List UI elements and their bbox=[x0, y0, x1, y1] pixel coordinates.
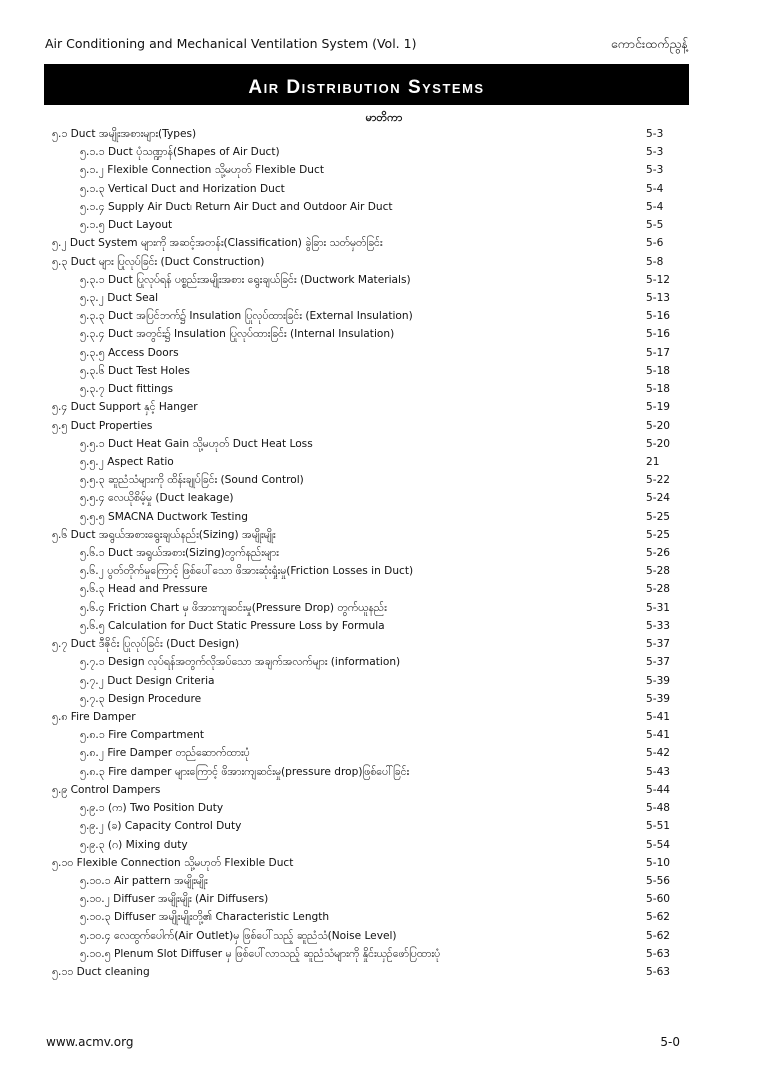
toc-entry[interactable] bbox=[0, 908, 768, 926]
toc-entry[interactable] bbox=[0, 562, 768, 580]
toc-entry-title: ၅.၈.၁ Fire Compartment bbox=[80, 729, 204, 742]
toc-entry[interactable] bbox=[0, 672, 768, 690]
toc-entry[interactable] bbox=[0, 325, 768, 343]
contents-heading: မာတိကာ bbox=[365, 111, 403, 124]
toc-entry-title: ၅.၂ Duct System များကို အဆင့်အတန်း(Classification) ခွဲခြား သတ်မှတ်ခြင်း bbox=[52, 237, 383, 250]
toc-entry-title: ၅.၃.၅ Access Doors bbox=[80, 346, 179, 359]
toc-entry-title: ၅.၅.၂ Aspect Ratio bbox=[80, 455, 174, 468]
toc-entry[interactable] bbox=[0, 890, 768, 908]
toc-entry-page: 5-8 bbox=[646, 255, 664, 268]
toc-entry-title: ၅.၇ Duct ဒီဇိုင်း ပြုလုပ်ခြင်း (Duct Design) bbox=[52, 638, 240, 651]
toc-entry-page: 5-37 bbox=[646, 638, 671, 651]
toc-entry[interactable] bbox=[0, 781, 768, 799]
toc-entry-title: ၅.၁.၂ Flexible Connection သို့မဟုတ် Flexible Duct bbox=[80, 164, 324, 177]
toc-entry-page: 5-25 bbox=[646, 510, 671, 523]
toc-entry-page: 5-4 bbox=[646, 200, 664, 213]
toc-entry-title: ၅.၈ Fire Damper bbox=[52, 711, 136, 723]
toc-entry-title: ၅.၉.၁ (က) Two Position Duty bbox=[80, 802, 224, 815]
toc-entry[interactable] bbox=[0, 271, 768, 289]
toc-entry-page: 5-63 bbox=[646, 966, 671, 979]
toc-entry[interactable] bbox=[0, 508, 768, 526]
toc-entry-title: ၅.၁.၁ Duct ပုံသဏ္ဍာန်(Shapes of Air Duct) bbox=[80, 146, 280, 159]
page-header bbox=[45, 36, 688, 55]
toc-entry-title: ၅.၁၀.၄ လေထွက်ပေါက်(Air Outlet)မှ ဖြစ်ပေါ်သည့် ဆူညံသံ(Noise Level) bbox=[80, 929, 397, 942]
toc-entry[interactable] bbox=[0, 544, 768, 562]
toc-entry-title: ၅.၅.၅ SMACNA Ductwork Testing bbox=[80, 510, 248, 523]
toc-entry[interactable] bbox=[0, 708, 768, 726]
toc-entry-page: 5-6 bbox=[646, 237, 664, 250]
toc-entry-page: 5-5 bbox=[646, 219, 664, 232]
toc-entry[interactable] bbox=[0, 398, 768, 416]
toc-entry-page: 5-16 bbox=[646, 310, 671, 323]
toc-entry-title: ၅.၅ Duct Properties bbox=[52, 419, 153, 432]
toc-entry-page: 5-56 bbox=[646, 874, 671, 887]
toc-entry[interactable] bbox=[0, 799, 768, 817]
toc-entry[interactable] bbox=[0, 125, 768, 143]
toc-entry-page: 5-24 bbox=[646, 492, 671, 505]
toc-entry-title: ၅.၅.၁ Duct Heat Gain သို့မဟုတ် Duct Heat Loss bbox=[80, 437, 313, 450]
toc-entry[interactable] bbox=[0, 963, 768, 981]
toc-entry-page: 5-41 bbox=[646, 711, 671, 723]
header-author: ကောင်းထက်ညွန့် bbox=[610, 36, 688, 51]
toc-entry-title: ၅.၁၀.၃ Diffuser အမျိုးမျိုးတို့၏ Characteristic Length bbox=[80, 911, 330, 924]
toc-entry[interactable] bbox=[0, 380, 768, 398]
toc-entry-page: 5-62 bbox=[646, 929, 671, 942]
toc-entry-page: 5-17 bbox=[646, 346, 671, 359]
toc-entry-title: ၅.၁၀.၂ Diffuser အမျိုးမျိုး (Air Diffusers) bbox=[80, 893, 269, 906]
toc-entry-page: 5-42 bbox=[646, 747, 671, 760]
toc-entry-page: 5-20 bbox=[646, 419, 671, 432]
toc-entry[interactable] bbox=[0, 289, 768, 307]
toc-entry-page: 5-26 bbox=[646, 547, 671, 560]
header-book-title: Air Conditioning and Mechanical Ventilation System (Vol. 1) bbox=[45, 36, 417, 51]
toc-entry-title: ၅.၅.၄ လေယိုစိမ့်မှု (Duct leakage) bbox=[80, 492, 234, 505]
toc-entry[interactable] bbox=[0, 471, 768, 489]
toc-entry[interactable] bbox=[0, 836, 768, 854]
toc-entry[interactable] bbox=[0, 143, 768, 161]
toc-entry-page: 5-60 bbox=[646, 893, 671, 906]
toc-entry[interactable] bbox=[0, 180, 768, 198]
toc-entry-title: ၅.၆.၁ Duct အရွယ်အစား(Sizing)တွက်နည်းများ bbox=[80, 547, 279, 560]
toc-entry-title: ၅.၁၁ Duct cleaning bbox=[52, 966, 150, 979]
page-footer bbox=[46, 1035, 680, 1049]
toc-entry-page: 5-16 bbox=[646, 328, 671, 341]
toc-entry[interactable] bbox=[0, 927, 768, 945]
toc-entry-page: 5-39 bbox=[646, 692, 671, 705]
toc-entry-title: ၅.၁၀ Flexible Connection သို့မဟုတ် Flexible Duct bbox=[52, 856, 294, 869]
toc-entry-page: 5-43 bbox=[646, 765, 671, 778]
toc-entry[interactable] bbox=[0, 198, 768, 216]
toc-entry[interactable] bbox=[0, 580, 768, 598]
toc-entry-page: 5-18 bbox=[646, 364, 671, 377]
chapter-title-banner bbox=[44, 64, 689, 105]
toc-entry[interactable] bbox=[0, 635, 768, 653]
toc-entry-title: ၅.၆.၅ Calculation for Duct Static Pressure Loss by Formula bbox=[80, 619, 385, 632]
toc-entry-page: 5-25 bbox=[646, 528, 671, 541]
toc-entry-page: 5-4 bbox=[646, 182, 664, 195]
toc-entry[interactable] bbox=[0, 216, 768, 234]
toc-entry[interactable] bbox=[0, 945, 768, 963]
toc-entry-title: ၅.၈.၃ Fire damper များကြောင့် ဖိအားကျဆင်းမှု(pressure drop)ဖြစ်ပေါ်ခြင်း bbox=[80, 765, 410, 778]
toc-entry-page: 5-18 bbox=[646, 383, 671, 396]
toc-entry-title: ၅.၁ Duct အမျိုးအစားများ(Types) bbox=[52, 128, 197, 140]
toc-entry-title: ၅.၅.၃ ဆူညံသံများကို ထိန်းချုပ်ခြင်း (Sound Control) bbox=[80, 474, 304, 487]
toc-entry-page: 5-33 bbox=[646, 619, 671, 632]
toc-entry-page: 5-28 bbox=[646, 583, 671, 596]
toc-entry-page: 5-3 bbox=[646, 146, 664, 159]
toc-entry[interactable] bbox=[0, 161, 768, 179]
toc-entry-page: 5-20 bbox=[646, 437, 671, 450]
toc-entry-title: ၅.၁၀.၁ Air pattern အမျိုးမျိုး bbox=[80, 874, 208, 887]
toc-entry[interactable] bbox=[0, 489, 768, 507]
toc-entry-page: 5-3 bbox=[646, 164, 664, 177]
toc-entry-title: ၅.၉ Control Dampers bbox=[52, 783, 161, 796]
table-of-contents bbox=[0, 125, 768, 981]
toc-entry-page: 5-39 bbox=[646, 674, 671, 687]
toc-entry-title: ၅.၁.၅ Duct Layout bbox=[80, 219, 173, 232]
chapter-title: Air Distribution Systems bbox=[248, 77, 485, 98]
toc-entry-page: 5-22 bbox=[646, 474, 671, 487]
toc-entry-page: 5-3 bbox=[646, 128, 664, 140]
toc-entry[interactable] bbox=[0, 362, 768, 380]
toc-entry[interactable] bbox=[0, 234, 768, 252]
toc-entry-page: 5-37 bbox=[646, 656, 671, 669]
toc-entry[interactable] bbox=[0, 344, 768, 362]
toc-entry-page: 21 bbox=[646, 455, 660, 468]
toc-entry-title: ၅.၃.၃ Duct အပြင်ဘက်၌ Insulation ပြုလုပ်ထားခြင်း (External Insulation) bbox=[80, 310, 413, 323]
toc-entry-title: ၅.၄ Duct Support နှင့် Hanger bbox=[52, 401, 198, 414]
toc-entry-title: ၅.၁၀.၅ Plenum Slot Diffuser မှ ဖြစ်ပေါ်လာသည့် ဆူညံသံများကို နှိုင်းယှဉ်ဖော်ပြထားပုံ bbox=[80, 947, 441, 960]
toc-entry-title: ၅.၃ Duct များ ပြုလုပ်ခြင်း (Duct Construction) bbox=[52, 255, 265, 268]
toc-entry-title: ၅.၃.၂ Duct Seal bbox=[80, 291, 159, 304]
toc-entry-page: 5-44 bbox=[646, 783, 671, 796]
toc-entry[interactable] bbox=[0, 526, 768, 544]
toc-entry[interactable] bbox=[0, 307, 768, 325]
toc-entry[interactable] bbox=[0, 253, 768, 271]
toc-entry[interactable] bbox=[0, 726, 768, 744]
footer-website: www.acmv.org bbox=[46, 1035, 134, 1049]
toc-entry-title: ၅.၁.၃ Vertical Duct and Horization Duct bbox=[80, 182, 285, 195]
toc-entry[interactable] bbox=[0, 417, 768, 435]
toc-entry-page: 5-10 bbox=[646, 856, 671, 869]
toc-entry[interactable] bbox=[0, 617, 768, 635]
toc-entry-page: 5-41 bbox=[646, 729, 671, 742]
toc-entry[interactable] bbox=[0, 854, 768, 872]
toc-entry[interactable] bbox=[0, 872, 768, 890]
toc-entry[interactable] bbox=[0, 435, 768, 453]
toc-entry-page: 5-28 bbox=[646, 565, 671, 578]
toc-entry-page: 5-19 bbox=[646, 401, 671, 414]
toc-entry-page: 5-62 bbox=[646, 911, 671, 924]
toc-entry-title: ၅.၉.၃ (ဂ) Mixing duty bbox=[80, 838, 188, 851]
toc-entry[interactable] bbox=[0, 453, 768, 471]
toc-entry-title: ၅.၃.၄ Duct အတွင်း၌ Insulation ပြုလုပ်ထားခြင်း (Internal Insulation) bbox=[80, 328, 395, 341]
toc-entry-page: 5-13 bbox=[646, 291, 671, 304]
toc-entry[interactable] bbox=[0, 763, 768, 781]
toc-entry-title: ၅.၇.၃ Design Procedure bbox=[80, 692, 202, 705]
toc-entry-title: ၅.၃.၁ Duct ပြုလုပ်ရန် ပစ္စည်းအမျိုးအစား ရွေးချယ်ခြင်း (Ductwork Materials) bbox=[80, 273, 411, 286]
toc-entry-title: ၅.၉.၂ (ခ) Capacity Control Duty bbox=[80, 820, 242, 833]
footer-page-number: 5-0 bbox=[660, 1035, 680, 1049]
toc-entry[interactable] bbox=[0, 690, 768, 708]
toc-entry-title: ၅.၆ Duct အရွယ်အစားရွေးချယ်နည်း(Sizing) အမျိုးမျိုး bbox=[52, 528, 276, 541]
toc-entry-title: ၅.၁.၄ Supply Air Duct၊ Return Air Duct and Outdoor Air Duct bbox=[80, 200, 393, 213]
toc-entry-title: ၅.၆.၂ ပွတ်တိုက်မှုကြောင့် ဖြစ်ပေါ်သော ဖိအားဆုံးရှုံးမှု(Friction Losses in Duct) bbox=[80, 565, 414, 578]
toc-entry-title: ၅.၇.၁ Design လုပ်ရန်အတွက်လိုအပ်သော အချက်အလက်များ (information) bbox=[80, 656, 401, 669]
toc-entry-title: ၅.၃.၇ Duct fittings bbox=[80, 383, 174, 396]
toc-entry[interactable] bbox=[0, 599, 768, 617]
toc-entry-title: ၅.၆.၄ Friction Chart မှ ဖိအားကျဆင်းမှု(Pressure Drop) တွက်ယူနည်း bbox=[80, 601, 387, 614]
toc-entry[interactable] bbox=[0, 653, 768, 671]
toc-entry-page: 5-54 bbox=[646, 838, 671, 851]
toc-entry-page: 5-63 bbox=[646, 947, 671, 960]
toc-entry-page: 5-31 bbox=[646, 601, 671, 614]
toc-entry-title: ၅.၆.၃ Head and Pressure bbox=[80, 583, 208, 596]
toc-entry-title: ၅.၈.၂ Fire Damper တည်ဆောက်ထားပုံ bbox=[80, 747, 250, 760]
toc-entry[interactable] bbox=[0, 744, 768, 762]
toc-entry-page: 5-48 bbox=[646, 802, 671, 815]
toc-entry[interactable] bbox=[0, 817, 768, 835]
toc-entry-title: ၅.၃.၆ Duct Test Holes bbox=[80, 364, 190, 377]
toc-entry-page: 5-12 bbox=[646, 273, 671, 286]
toc-entry-page: 5-51 bbox=[646, 820, 671, 833]
toc-entry-title: ၅.၇.၂ Duct Design Criteria bbox=[80, 674, 215, 687]
